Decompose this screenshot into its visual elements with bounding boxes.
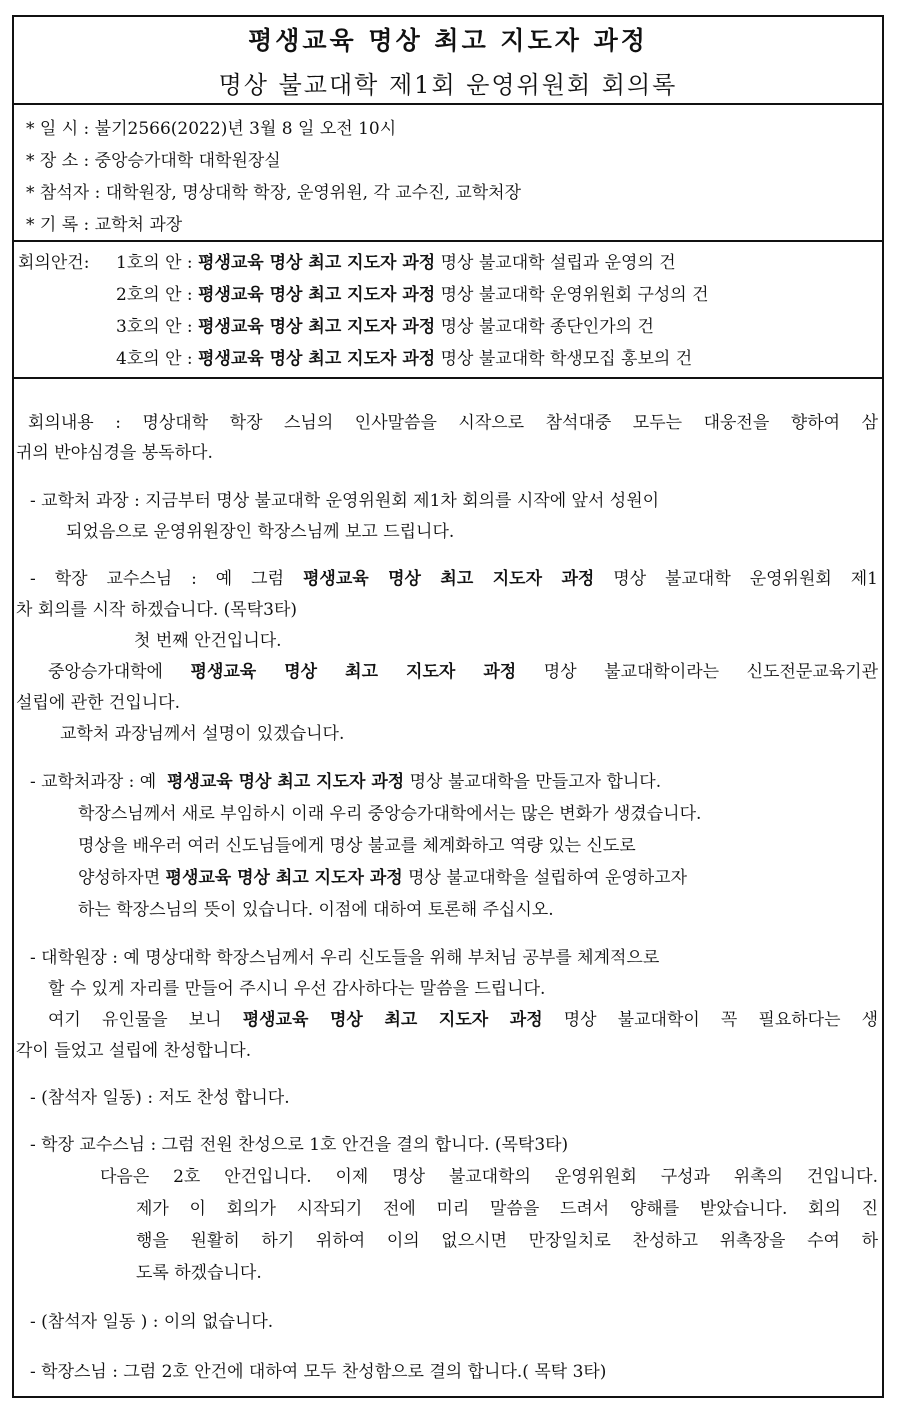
agenda-item <box>116 284 709 306</box>
agenda-label: 회의안건: <box>18 253 90 273</box>
agenda-section <box>14 242 882 379</box>
content-line: 명상을 배우러 여러 신도님들에게 명상 불교를 체계화하고 역량 있는 신도로 <box>78 836 636 856</box>
agenda-item-text: 명상 불교대학 운영위원회 구성의 건 <box>440 285 709 305</box>
meeting-info-section <box>14 105 882 242</box>
content-line: 행을 원활히 하기 위하여 이의 없으시면 만장일치로 찬성하고 위촉장을 수여 하 <box>136 1231 878 1251</box>
agenda-item-number: 2호의 안 : <box>116 285 193 305</box>
minutes-document <box>12 15 884 1398</box>
content-line: 중앙승가대학에 평생교육 명상 최고 지도자 과정 명상 불교대학이라는 신도전문교육기관 <box>48 662 879 682</box>
content-line: 학장스님께서 새로 부임하시 이래 우리 중앙승가대학에서는 많은 변화가 생겼습니다. <box>78 804 702 824</box>
content-line: 차 회의를 시작 하겠습니다. (목탁3타) <box>16 600 298 620</box>
agenda-item <box>116 316 654 338</box>
content-line: 설립에 관한 건입니다. <box>16 693 181 713</box>
content-line: 할 수 있게 자리를 만들어 주시니 우선 감사하다는 말씀을 드립니다. <box>48 979 546 999</box>
content-line: - 학장 교수스님 : 그럼 전원 찬성으로 1호 안건을 결의 합니다. (목탁3타) <box>30 1135 569 1155</box>
content-line: 첫 번째 안건입니다. <box>134 631 282 651</box>
content-line: 제가 이 회의가 시작되기 전에 미리 말씀을 드려서 양해를 받았습니다. 회의 진 <box>136 1199 878 1219</box>
meeting-content-section <box>14 379 882 1396</box>
agenda-item <box>116 252 676 274</box>
agenda-item-text: 명상 불교대학 종단인가의 건 <box>440 317 654 337</box>
agenda-item-course: 평생교육 명상 최고 지도자 과정 <box>198 285 436 305</box>
content-line: 되었음으로 운영위원장인 학장스님께 보고 드립니다. <box>66 522 455 542</box>
agenda-item-course: 평생교육 명상 최고 지도자 과정 <box>198 317 436 337</box>
content-line: - 대학원장 : 예 명상대학 학장스님께서 우리 신도들을 위해 부처님 공부를 체계적으로 <box>30 948 660 968</box>
content-line: 여기 유인물을 보니 평생교육 명상 최고 지도자 과정 명상 불교대학이 꼭 필요하다는 생 <box>48 1010 879 1030</box>
info-datetime: * 일 시 : 불기2566(2022)년 3월 8 일 오전 10시 <box>26 119 397 139</box>
content-line: - 교학처 과장 : 지금부터 명상 불교대학 운영위원회 제1차 회의를 시작에 앞서 성원이 <box>30 491 660 511</box>
agenda-item-course: 평생교육 명상 최고 지도자 과정 <box>198 253 436 273</box>
info-attendees: * 참석자 : 대학원장, 명상대학 학장, 운영위원, 각 교수진, 교학처장 <box>26 183 522 203</box>
agenda-item-text: 명상 불교대학 설립과 운영의 건 <box>440 253 676 273</box>
content-line: - 학장 교수스님 : 예 그럼 평생교육 명상 최고 지도자 과정 명상 불교대학 운영위원회 제1 <box>30 569 878 589</box>
content-line: - 교학처과장 : 예 평생교육 명상 최고 지도자 과정 명상 불교대학을 만들고자 합니다. <box>30 772 662 792</box>
agenda-item-number: 1호의 안 : <box>116 253 193 273</box>
content-line: 교학처 과장님께서 설명이 있겠습니다. <box>60 724 345 744</box>
main-title: 평생교육 명상 최고 지도자 과정 <box>248 26 648 55</box>
content-line: - 학장스님 : 그럼 2호 안건에 대하여 모두 찬성함으로 결의 합니다.( 목탁 3타) <box>30 1362 607 1382</box>
content-line: - (참석자 일동) : 저도 찬성 합니다. <box>30 1088 290 1108</box>
content-line: 각이 들었고 설립에 찬성합니다. <box>16 1041 252 1061</box>
sub-title: 명상 불교대학 제1회 운영위원회 회의록 <box>218 71 678 99</box>
agenda-item-course: 평생교육 명상 최고 지도자 과정 <box>198 349 436 369</box>
agenda-item-number: 3호의 안 : <box>116 317 193 337</box>
agenda-item <box>116 348 692 370</box>
title-section <box>14 17 882 105</box>
content-line: 다음은 2호 안건입니다. 이제 명상 불교대학의 운영위원회 구성과 위촉의 건입니다. <box>100 1167 878 1187</box>
info-recorder: * 기 록 : 교학처 과장 <box>26 215 183 235</box>
content-line: 귀의 반야심경을 봉독하다. <box>16 443 213 463</box>
content-line: 도록 하겠습니다. <box>136 1263 262 1283</box>
content-line: - (참석자 일동 ) : 이의 없습니다. <box>30 1312 274 1332</box>
agenda-item-text: 명상 불교대학 학생모집 홍보의 건 <box>440 349 693 369</box>
content-line: 하는 학장스님의 뜻이 있습니다. 이점에 대하여 토론해 주십시오. <box>78 900 554 920</box>
content-line: 양성하자면 평생교육 명상 최고 지도자 과정 명상 불교대학을 설립하여 운영하고자 <box>78 868 688 888</box>
agenda-item-number: 4호의 안 : <box>116 349 193 369</box>
info-place: * 장 소 : 중앙승가대학 대학원장실 <box>26 151 281 171</box>
content-line: 회의내용 : 명상대학 학장 스님의 인사말씀을 시작으로 참석대중 모두는 대웅전을 향하여 삼 <box>28 413 878 433</box>
